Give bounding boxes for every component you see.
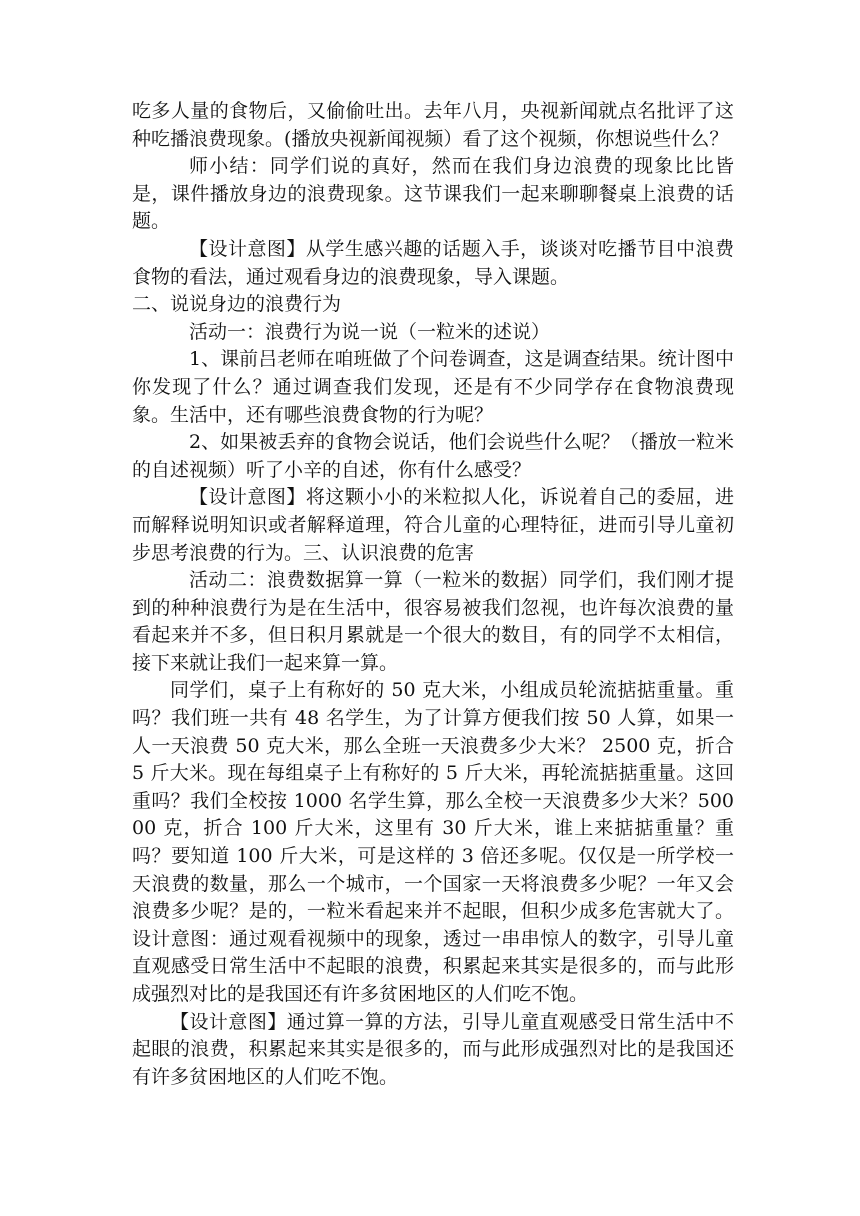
section-heading-2: 二、说说身边的浪费行为	[132, 293, 342, 316]
paragraph-continuation: 吃多人量的食物后，又偷偷吐出。去年八月，央视新闻就点名批评了这种吃播浪费现象。(播放央视新闻视频）看了这个视频，你想说些什么？	[132, 100, 734, 150]
paragraph-teacher-summary: 师小结：同学们说的真好，然而在我们身边浪费的现象比比皆是，课件播放身边的浪费现象。这节课我们一起来聊聊餐桌上浪费的话题。	[132, 155, 734, 233]
paragraph-rice-calculation: 同学们，桌子上有称好的 50 克大米，小组成员轮流掂掂重量。重吗？我们班一共有 48 名学生，为了计算方便我们按 50 人算，如果一人一天浪费 50 克大米，那么全班一天浪费多少大米？ 2500 克，折合 5 斤大米。现在每组桌子上有称好的 5 斤大米，再轮流掂掂重量。这回重吗？我们全校按 1000 名学生算，那么全校一天浪费多少大米？50000 克，折合 100 斤大米，这里有 30 斤大米，谁上来掂掂重量？重吗？要知道 100 斤大米，可是这样的 3 倍还多呢。仅仅是一所学校一天浪费的数量，那么一个城市，一个国家一天将浪费多少呢？一年又会浪费多少呢？是的，一粒米看起来并不起眼，但积少成多危害就大了。设计意图：通过观看视频中的现象，透过一串串惊人的数字，引导儿童直观感受日常生活中不起眼的浪费，积累起来其实是很多的，而与此形成强烈对比的是我国还有许多贫困地区的人们吃不饱。	[132, 679, 734, 1005]
paragraph-activity-2: 活动二：浪费数据算一算（一粒米的数据）同学们，我们刚才提到的种种浪费行为是在生活中，很容易被我们忽视，也许每次浪费的量看起来并不多，但日积月累就是一个很大的数目，有的同学不太相信，接下来就让我们一起来算一算。	[132, 569, 734, 674]
paragraph-rice-story: 2、如果被丢弃的食物会说话，他们会说些什么呢？（播放一粒米的自述视频）听了小辛的自述，你有什么感受？	[132, 431, 734, 481]
paragraph-design-intent-3: 【设计意图】通过算一算的方法，引导儿童直观感受日常生活中不起眼的浪费，积累起来其实是很多的，而与此形成强烈对比的是我国还有许多贫困地区的人们吃不饱。	[132, 1010, 734, 1088]
document-page	[132, 98, 734, 1091]
paragraph-survey: 1、课前吕老师在咱班做了个问卷调查，这是调查结果。统计图中你发现了什么？通过调查我们发现，还是有不少同学存在食物浪费现象。生活中，还有哪些浪费食物的行为呢？	[132, 348, 734, 426]
paragraph-design-intent-1: 【设计意图】从学生感兴趣的话题入手，谈谈对吃播节目中浪费食物的看法，通过观看身边的浪费现象，导入课题。	[132, 237, 734, 288]
paragraph-design-intent-2: 【设计意图】将这颗小小的米粒拟人化，诉说着自己的委屈，进而解释说明知识或者解释道理，符合儿童的心理特征，进而引导儿童初步思考浪费的行为。三、认识浪费的危害	[132, 486, 734, 564]
paragraph-activity-1: 活动一：浪费行为说一说（一粒米的述说）	[189, 320, 551, 343]
